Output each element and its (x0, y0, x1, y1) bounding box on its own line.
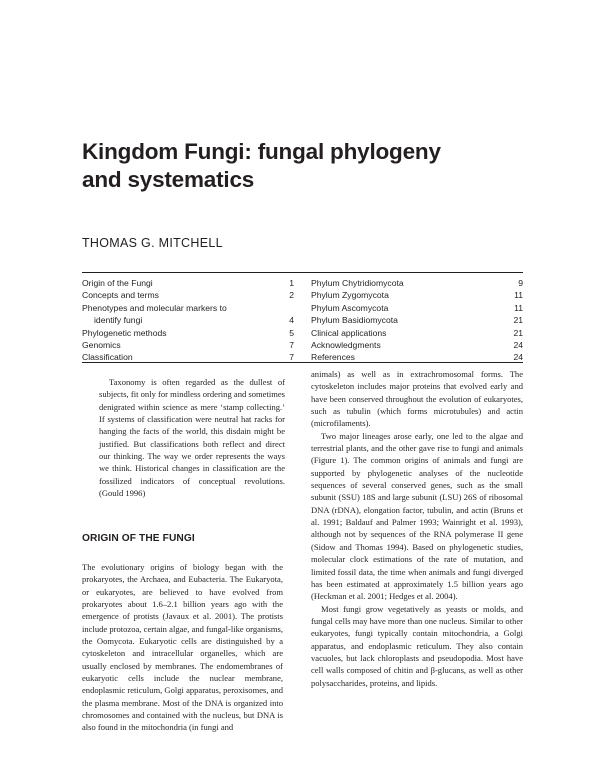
toc-left-column (82, 277, 294, 364)
toc-entry[interactable]: Genomics 7 (82, 340, 294, 351)
author-name: THOMAS G. MITCHELL (82, 236, 223, 250)
toc-entry[interactable]: Acknowledgments 24 (311, 340, 523, 351)
body-paragraph: Two major lineages arose early, one led to the algae and terrestrial plants, and the other gave rise to fungi and animals (Figure 1). The common origins of animals and fungi are supported by phylogenetic analyses of the nucleotide sequences of several conserved genes, such as the small subunit (SSU) 18S and large subunit (LSU) 26S of ribosomal DNA (rDNA), elongation factor, tubulin, and actin (Bruns et al. 1991; Baldauf and Palmer 1993; Wainright et al. 1993), although not by sequences of the RNA polymerase II gene (Sidow and Thomas 1994). Based on phylogenetic studies, molecular clock estimations of the rate of mutation, and limited fossil data, the time when animals and fungi diverged has been estimated at approximately 1.5 billion years ago (Heckman et al. 2001; Hedges et al. 2004). (311, 430, 523, 602)
toc-entry[interactable]: Origin of the Fungi 1 (82, 278, 294, 288)
toc-top-rule (82, 272, 523, 273)
epigraph-text: Taxonomy is often regarded as the dullest of subjects, fit only for mindless ordering and sometimes denigrated within science as mere ‘stamp collecting.’ If systems of classification were neutral hat racks for hanging the facts of the world, this disdain might be justified. But classifications both reflect and direct our thinking. The way we order represents the ways we think. Historical changes in classification are the fossilized indicators of conceptual revolutions. (Gould 1996) (99, 377, 285, 499)
section-heading: ORIGIN OF THE FUNGI (82, 533, 195, 544)
toc-entry[interactable]: References 24 (311, 352, 523, 363)
chapter-title-line-2: and systematics (82, 167, 255, 192)
body-text-right-column (311, 368, 523, 689)
toc-entry[interactable]: Phylum Chytridiomycota 9 (311, 278, 523, 288)
toc-entry[interactable]: identify fungi 4 (94, 315, 294, 326)
toc-entry[interactable]: Phenotypes and molecular markers to (82, 302, 227, 313)
toc-entry[interactable]: Clinical applications 21 (311, 327, 523, 338)
toc-entry[interactable]: Phylum Basidiomycota 21 (311, 315, 523, 326)
toc-entry[interactable]: Classification 7 (82, 352, 294, 363)
toc-right-column (311, 277, 523, 364)
body-paragraph: Most fungi grow vegetatively as yeasts or molds, and fungal cells may have more than one nucleus. Similar to other eukaryotes, fungi typically contain mitochondria, a Golgi apparatus, and endoplasmic reticulum. They also contain vacuoles, but lack chloroplasts and pseudopodia. Most have cell walls composed of chitin and β-glucans, as well as other polysaccharides, proteins, and lipids. (311, 603, 523, 688)
body-text-left-column (82, 561, 283, 734)
chapter-title (82, 138, 522, 194)
toc-entry[interactable]: Phylum Zygomycota 11 (311, 290, 523, 301)
toc-entry[interactable]: Phylum Ascomycota 11 (311, 302, 523, 313)
epigraph-quote (99, 376, 285, 499)
toc-bottom-rule (82, 362, 523, 363)
chapter-title-line-1: Kingdom Fungi: fungal phylogeny (82, 139, 441, 164)
body-paragraph: animals) as well as in extrachromosomal forms. The cytoskeleton includes major proteins that evolved early and have been conserved throughout the evolution of eukaryotes, such as tubulin (which forms microtubules) and actin (microfilaments). (311, 369, 523, 429)
body-paragraph: The evolutionary origins of biology began with the prokaryotes, the Archaea, and Eubacteria. The Eukaryota, or eukaryotes, are believed to have evolved from prokaryotes about 1.6–2.1 billion years ago with the emergence of protists (Javaux et al. 2001). The protists include protozoa, certain algae, and fungal-like organisms, the Oomycota. Eukaryotic cells are distinguished by a cytoskeleton and intracellular organelles, which are usually enclosed by membranes. The endomembranes of eukaryotic cells include the nuclear membrane, endoplasmic reticulum, Golgi apparatus, peroxisomes, and the plasma membrane. Most of the DNA is organized into chromosomes and contained with the nucleus, but DNA is also found in the mitochondria (in fungi and (82, 562, 283, 733)
toc-entry[interactable]: Concepts and terms 2 (82, 290, 294, 301)
toc-entry[interactable]: Phylogenetic methods 5 (82, 327, 294, 338)
